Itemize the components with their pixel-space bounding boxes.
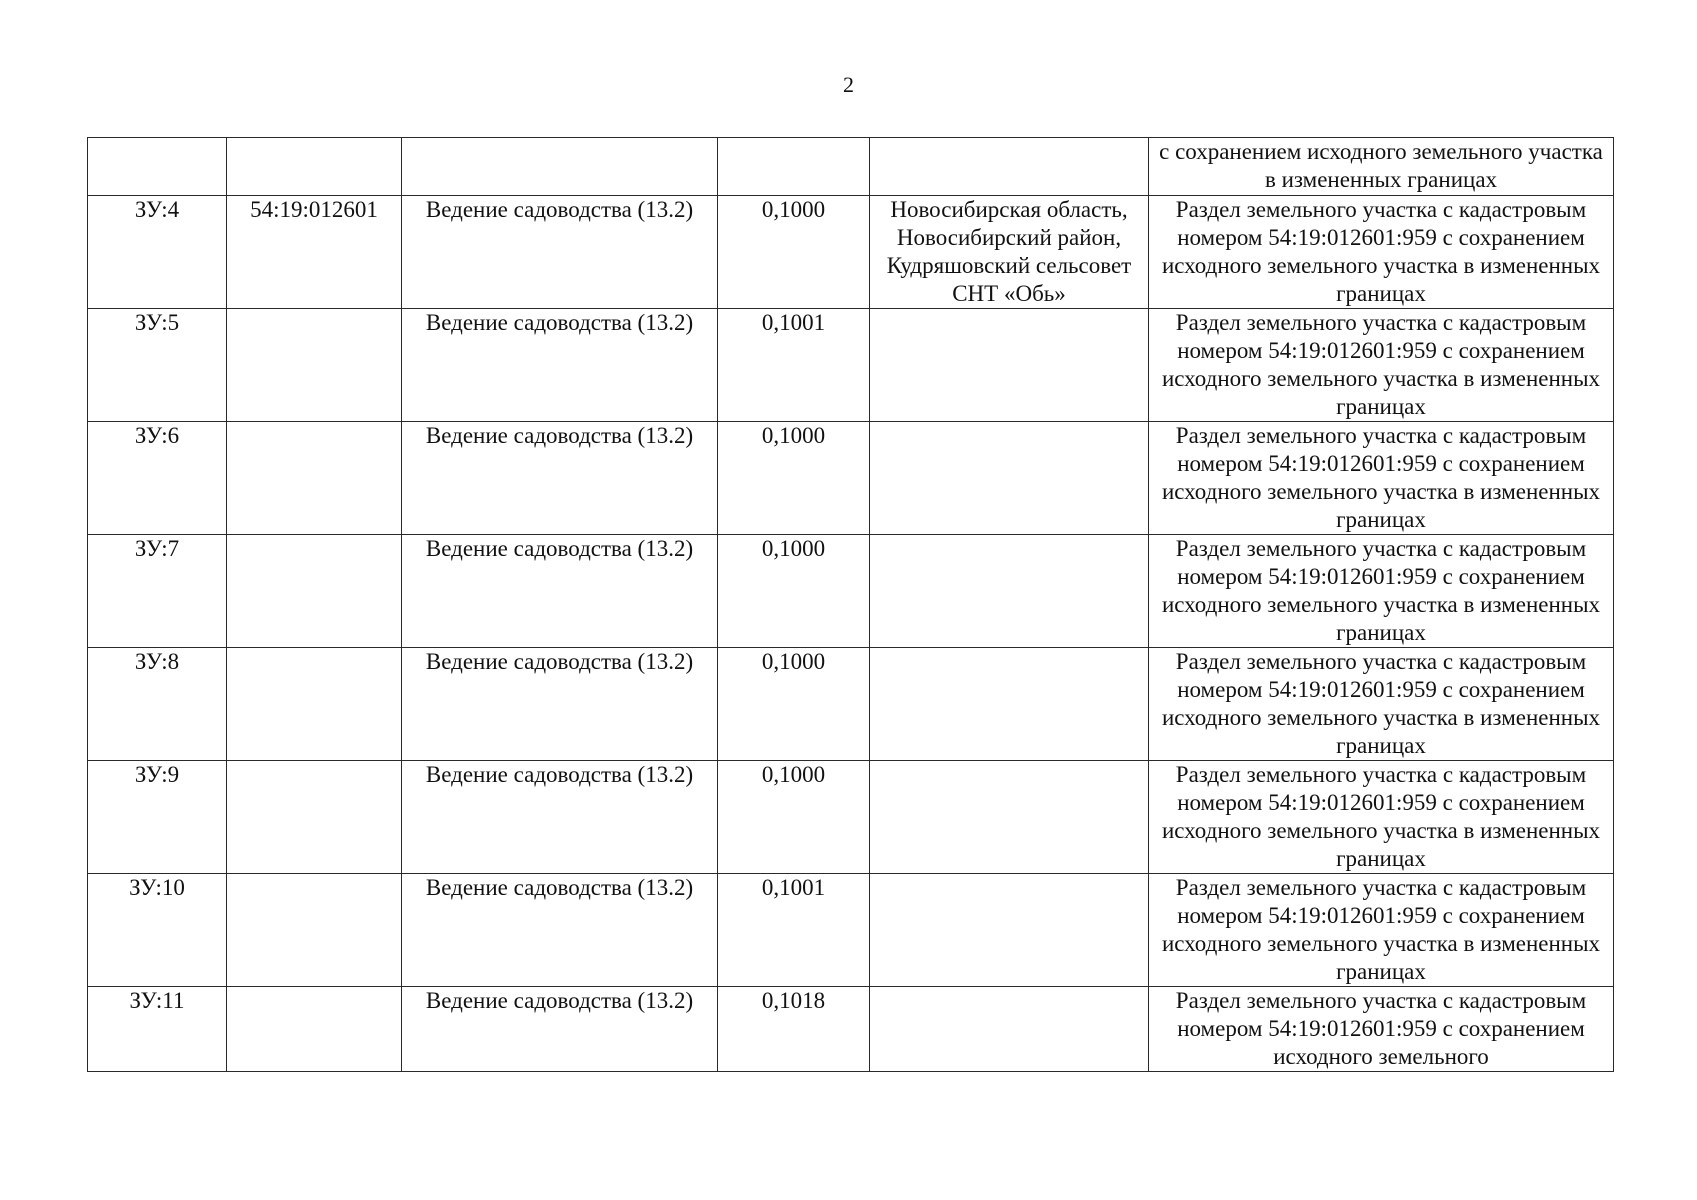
table-row — [88, 874, 1614, 987]
method-text-continued: с сохранением исходного земельного участка в измененных границах — [1159, 139, 1603, 192]
table-row — [88, 648, 1614, 761]
cell-use: Ведение садоводства (13.2) — [402, 196, 718, 309]
cell-use: Ведение садоводства (13.2) — [402, 874, 718, 987]
cell-method: Раздел земельного участка с кадастровым номером 54:19:012601:959 с сохранением исходного земельного участка в измененных границах — [1149, 761, 1614, 874]
cell-use: Ведение садоводства (13.2) — [402, 422, 718, 535]
cell-id: ЗУ:11 — [88, 987, 227, 1072]
table-row — [88, 309, 1614, 422]
cell-use — [402, 138, 718, 196]
page-number: 2 — [843, 72, 854, 97]
cell-use: Ведение садоводства (13.2) — [402, 987, 718, 1072]
cell-quarter — [227, 648, 402, 761]
cell-id: ЗУ:7 — [88, 535, 227, 648]
cell-method: Раздел земельного участка с кадастровым номером 54:19:012601:959 с сохранением исходного земельного — [1149, 987, 1614, 1072]
cell-method: Раздел земельного участка с кадастровым номером 54:19:012601:959 с сохранением исходного земельного участка в измененных границах — [1149, 422, 1614, 535]
cell-method: Раздел земельного участка с кадастровым номером 54:19:012601:959 с сохранением исходного земельного участка в измененных границах — [1149, 874, 1614, 987]
cell-quarter: 54:19:012601 — [227, 196, 402, 309]
cell-area — [718, 138, 870, 196]
cell-address — [870, 309, 1149, 422]
cell-use: Ведение садоводства (13.2) — [402, 761, 718, 874]
cell-address — [870, 138, 1149, 196]
land-plots-table — [87, 137, 1614, 1072]
cell-area: 0,1000 — [718, 535, 870, 648]
cell-id: ЗУ:4 — [88, 196, 227, 309]
cell-quarter — [227, 422, 402, 535]
cell-area: 0,1000 — [718, 648, 870, 761]
cell-area: 0,1000 — [718, 761, 870, 874]
table-row — [88, 196, 1614, 309]
cell-method: Раздел земельного участка с кадастровым номером 54:19:012601:959 с сохранением исходного земельного участка в измененных границах — [1149, 196, 1614, 309]
table-row-continued — [88, 138, 1614, 196]
cell-quarter — [227, 309, 402, 422]
cell-quarter — [227, 138, 402, 196]
cell-area: 0,1000 — [718, 422, 870, 535]
table-row — [88, 987, 1614, 1072]
table-row — [88, 422, 1614, 535]
cell-id: ЗУ:8 — [88, 648, 227, 761]
cell-method — [1149, 138, 1614, 196]
cell-quarter — [227, 987, 402, 1072]
cell-quarter — [227, 761, 402, 874]
cell-id: ЗУ:6 — [88, 422, 227, 535]
cell-area: 0,1001 — [718, 874, 870, 987]
cell-method: Раздел земельного участка с кадастровым номером 54:19:012601:959 с сохранением исходного земельного участка в измененных границах — [1149, 648, 1614, 761]
cell-use: Ведение садоводства (13.2) — [402, 535, 718, 648]
cell-address — [870, 874, 1149, 987]
cell-area: 0,1001 — [718, 309, 870, 422]
cell-quarter — [227, 535, 402, 648]
table-row — [88, 761, 1614, 874]
cell-address — [870, 422, 1149, 535]
cell-quarter — [227, 874, 402, 987]
cell-use: Ведение садоводства (13.2) — [402, 309, 718, 422]
cell-id: ЗУ:9 — [88, 761, 227, 874]
cell-method: Раздел земельного участка с кадастровым номером 54:19:012601:959 с сохранением исходного земельного участка в измененных границах — [1149, 535, 1614, 648]
cell-area: 0,1018 — [718, 987, 870, 1072]
cell-address — [870, 987, 1149, 1072]
cell-id — [88, 138, 227, 196]
cell-method: Раздел земельного участка с кадастровым номером 54:19:012601:959 с сохранением исходного земельного участка в измененных границах — [1149, 309, 1614, 422]
cell-address: Новосибирская область, Новосибирский район, Кудряшовский сельсовет СНТ «Обь» — [870, 196, 1149, 309]
table-row — [88, 535, 1614, 648]
cell-address — [870, 648, 1149, 761]
cell-address — [870, 535, 1149, 648]
cell-address — [870, 761, 1149, 874]
cell-id: ЗУ:5 — [88, 309, 227, 422]
cell-use: Ведение садоводства (13.2) — [402, 648, 718, 761]
cell-area: 0,1000 — [718, 196, 870, 309]
cell-id: ЗУ:10 — [88, 874, 227, 987]
